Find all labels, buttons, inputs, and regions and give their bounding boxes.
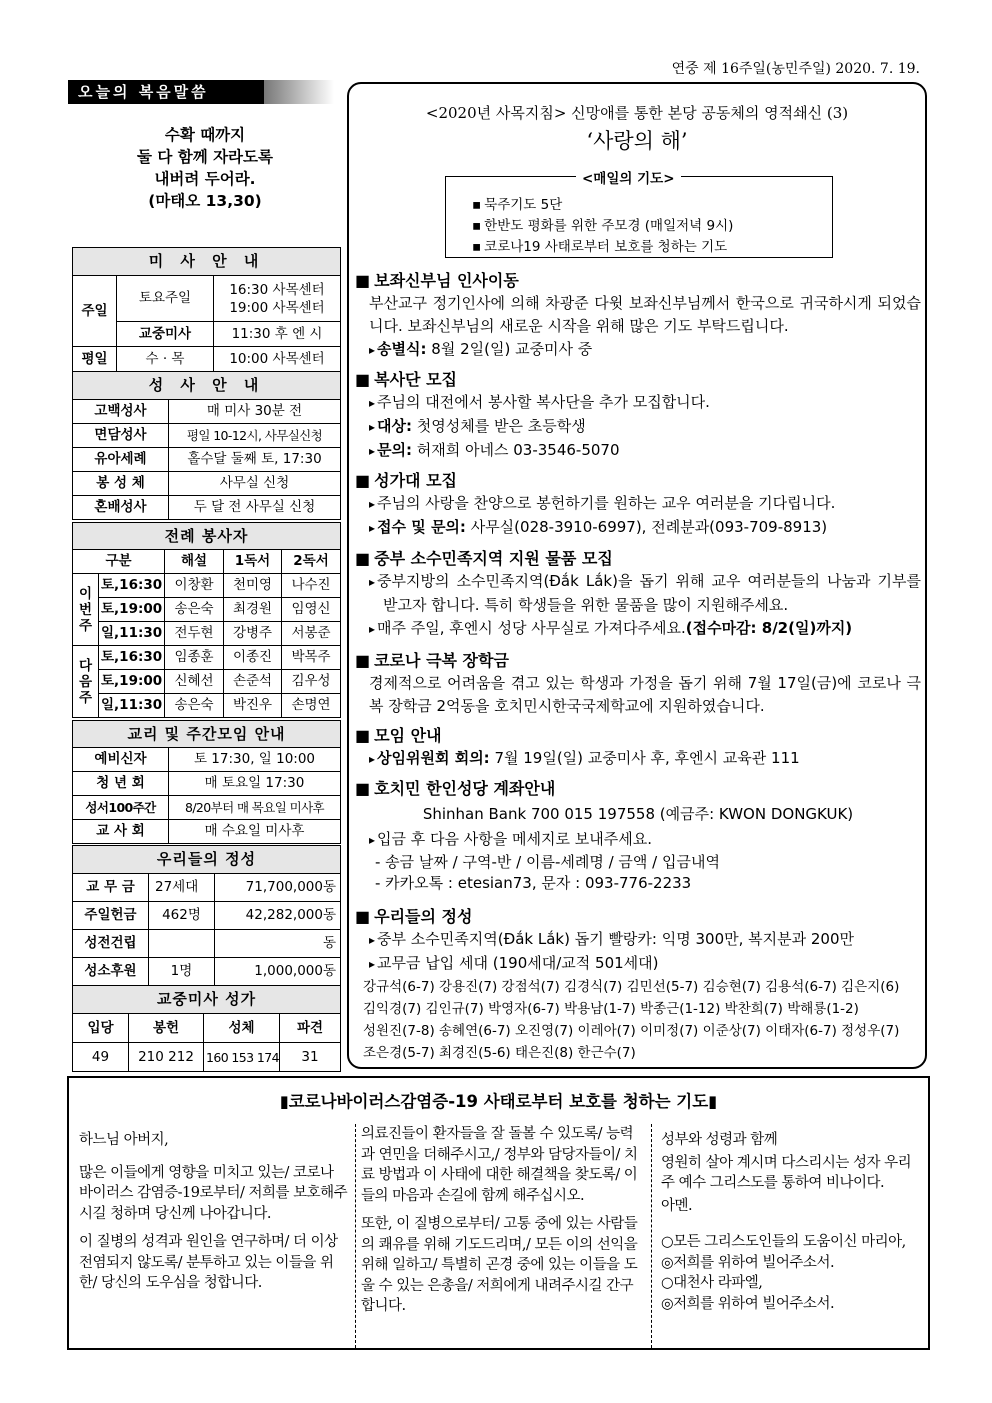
sacraments-title: 성 사 안 내: [73, 372, 341, 400]
slot-time: 일,11:30: [99, 694, 165, 718]
prayer-column-3: [661, 1124, 923, 1348]
offering-amount: 동: [215, 930, 341, 958]
prayer-paragraph: 의료진들이 환자들을 잘 돌볼 수 있도록/ 능력과 연민을 더해주시고,/ 정부와 담당자들이/ 치료 방법과 이 사태에 대한 해결책을 찾도록/ 이들의 마음과 손길에 함께 해주십시오.: [361, 1126, 638, 1204]
meeting-value: 8/20부터 매 목요일 미사후: [169, 796, 341, 820]
daily-prayer-label: <매일의 기도>: [576, 167, 681, 187]
saturday-sunday-label: 토요주일: [117, 276, 214, 322]
hymn-header: 파견: [280, 1014, 341, 1043]
this-week-label: 이번주: [73, 574, 99, 646]
announcements-box: [347, 82, 927, 1069]
daily-prayer-item: ▪ 한반도 평화를 위한 주모경 (매일저녁 9시): [472, 216, 733, 237]
litany-line: ◎저희를 위하여 빌어주소서.: [661, 1254, 835, 1271]
bulletin-date: 연중 제 16주일(농민주일) 2020. 7. 19.: [671, 61, 920, 77]
sacrament-name: 유아세례: [73, 448, 169, 472]
section-account: [355, 778, 921, 894]
apply-line: [355, 516, 921, 540]
covid-prayer-box: [67, 1076, 930, 1350]
sacrament-value: 홀수달 둘째 토, 17:30: [169, 448, 341, 472]
section-ethnic-support: [355, 548, 921, 641]
litany-line: ○모든 그리스도인들의 도움이신 마리아,: [661, 1234, 906, 1250]
daily-prayer-item: ▪ 코로나19 사태로부터 보호를 청하는 기도: [472, 237, 733, 258]
section-priest-transfer: [355, 270, 921, 362]
offering-title: 우리들의 정성: [73, 846, 341, 874]
gospel-verse: [70, 124, 340, 212]
offering-amount: 42,282,000동: [215, 902, 341, 930]
sacrament-name: 혼배성사: [73, 496, 169, 520]
section-line: ▸ 주님의 사랑을 찬양으로 봉헌하기를 원하는 교우 여러분을 기다립니다.: [355, 492, 921, 516]
server-name: 박진우: [224, 694, 282, 718]
offering-amount: 1,000,000동: [215, 958, 341, 986]
weekday-time: 10:00 사목센터: [214, 347, 341, 372]
section-body: 부산교구 정기인사에 의해 차광준 다윗 보좌신부님께서 한국으로 귀국하시게 되었습니다. 보좌신부님의 새로운 시작을 위해 많은 기도 부탁드립니다.: [369, 294, 921, 335]
section-line: ▸ 입금 후 다음 사항을 메세지로 보내주세요.: [355, 828, 921, 852]
target-line: [355, 415, 921, 439]
meeting-name: 청 년 회: [73, 772, 169, 796]
section-body: 경제적으로 어려움을 겪고 있는 학생과 가정을 돕기 위해 7월 17일(금)에 코로나 극복 장학금 2억동을 호치민시한국국제학교에 지원하였습니다.: [369, 674, 921, 715]
gospel-line: 내버려 두어라.: [154, 170, 256, 188]
offering-table: [72, 845, 341, 986]
liturgy-servers-table: [72, 522, 341, 718]
meeting-value: 토 17:30, 일 10:00: [169, 748, 341, 772]
prayer-column-2: [361, 1124, 645, 1348]
section-line: - 카카오톡 : etesian73, 문자 : 093-776-2233: [375, 874, 692, 892]
gospel-header-label: 오늘의 복음말씀: [78, 83, 209, 101]
section-title: ■ 모임 안내: [355, 725, 921, 747]
donor-names: 조은경(5-7) 최경진(5-6) 태은진(8) 한근수(7): [363, 1045, 636, 1061]
meeting-label: 상임위원회 회의:: [377, 749, 490, 767]
server-name: 임영신: [282, 598, 341, 622]
prayer-paragraph: 하느님 아버지,: [79, 1132, 169, 1148]
section-line: - 송금 날짜 / 구역-반 / 이름-세례명 / 금액 / 입금내역: [375, 853, 720, 871]
server-name: 서봉준: [282, 622, 341, 646]
hymn-number: 49: [73, 1043, 129, 1072]
prayer-paragraph: 영원히 살아 계시며 다스리시는 성자 우리 주 예수 그리스도를 통하여 비나이다.: [661, 1154, 912, 1191]
server-name: 김우성: [282, 670, 341, 694]
sacraments-table: [72, 371, 341, 520]
year-theme: ‘사랑의 해’: [586, 129, 688, 153]
sacrament-value: 두 달 전 사무실 신청: [169, 496, 341, 520]
saturday-times: [214, 276, 341, 322]
offering-count: 1명: [149, 958, 215, 986]
apply-text: 사무실(028-3910-6997), 전례분과(093-709-8913): [465, 518, 828, 536]
gospel-header: [68, 80, 264, 104]
donor-names: 성원진(7-8) 송혜연(6-7) 오진영(7) 이레아(7) 이미정(7) 이준상(7) 이태자(6-7) 정성우(7): [363, 1023, 900, 1039]
next-week-label: 다음주: [73, 646, 99, 718]
slot-time: 토,19:00: [99, 670, 165, 694]
hymns-table: [72, 985, 341, 1072]
mass-title: 미 사 안 내: [73, 248, 341, 276]
server-name: 강병주: [224, 622, 282, 646]
hymn-number: 160 153 174: [204, 1043, 280, 1072]
offering-name: 주일헌금: [73, 902, 149, 930]
sacrament-value: 평일 10-12시, 사무실신청: [169, 424, 341, 448]
section-title: ■ 중부 소수민족지역 지원 물품 모집: [355, 548, 921, 570]
section-title: ■ 코로나 극복 장학금: [355, 650, 921, 672]
col-header: 2독서: [282, 550, 341, 574]
farewell-text: 8월 2일(일) 교중미사 중: [426, 340, 593, 358]
sacrament-name: 봉 성 체: [73, 472, 169, 496]
sacrament-name: 면담성사: [73, 424, 169, 448]
offering-name: 교 무 금: [73, 874, 149, 902]
donor-names: 강규석(6-7) 강용진(7) 강점석(7) 김경식(7) 김민선(5-7) 김승현(7) 김용석(6-7) 김은지(6): [363, 979, 900, 995]
column-divider: [651, 1124, 652, 1348]
prayer-paragraph: 많은 이들에게 영향을 미치고 있는/ 코로나 바이러스 감염증-19로부터/ 저희를 보호해주시길 청하며 당신께 나아갑니다.: [79, 1164, 348, 1222]
daily-prayer-box: [445, 171, 833, 258]
target-text: 첫영성체를 받은 초등학생: [412, 417, 586, 435]
litany-line: ○대천사 라파엘,: [661, 1275, 763, 1291]
section-title: ■ 성가대 모집: [355, 470, 921, 492]
section-choir: [355, 470, 921, 540]
section-line: ▸ 주님의 대전에서 봉사할 복사단을 추가 모집합니다.: [355, 391, 921, 415]
slot-time: 토,16:30: [99, 574, 165, 598]
meeting-value: 매 수요일 미사후: [169, 820, 341, 844]
section-altar-servers: [355, 369, 921, 463]
offering-name: 성소후원: [73, 958, 149, 986]
offering-name: 성전건립: [73, 930, 149, 958]
dropoff-line: [355, 617, 921, 641]
contact-line: [355, 439, 921, 463]
hymn-header: 봉헌: [129, 1014, 204, 1043]
donor-names: 김익경(7) 김인규(7) 박영자(6-7) 박용남(1-7) 박종근(1-12) 박찬희(7) 박해룡(1-2): [363, 1001, 859, 1017]
dropoff-text: 매주 주일, 후엔시 성당 사무실로 가져다주세요.: [377, 619, 686, 637]
col-header: 1독서: [224, 550, 282, 574]
meeting-name: 교 사 회: [73, 820, 169, 844]
mass-schedule-table: [72, 247, 341, 372]
section-title: ■ 보좌신부님 인사이동: [355, 270, 921, 292]
hymn-header: 입당: [73, 1014, 129, 1043]
slot-time: 토,16:30: [99, 646, 165, 670]
prayer-column-1: [79, 1124, 351, 1348]
section-title: ■ 호치민 한인성당 계좌안내: [355, 778, 921, 800]
hymn-header: 성체: [204, 1014, 280, 1043]
server-name: 신혜선: [165, 670, 224, 694]
gospel-line: 둘 다 함께 자라도록: [137, 148, 273, 166]
covid-prayer-title: ▮코로나바이러스감염증-19 사태로부터 보호를 청하는 기도▮: [279, 1092, 718, 1111]
server-name: 전두현: [165, 622, 224, 646]
weekday-label: 평일: [73, 347, 117, 372]
contact-label: 문의:: [377, 441, 413, 459]
gospel-line: 수확 때까지: [164, 126, 246, 144]
prayer-paragraph: 성부와 성령과 함께: [661, 1132, 778, 1148]
server-name: 송은숙: [165, 598, 224, 622]
server-name: 박목주: [282, 646, 341, 670]
section-scholarship: [355, 650, 921, 718]
daily-prayer-list: [472, 195, 733, 258]
sacrament-value: 사무실 신청: [169, 472, 341, 496]
offering-count: 27세대: [149, 874, 215, 902]
meeting-name: 예비신자: [73, 748, 169, 772]
offering-count: 462명: [149, 902, 215, 930]
gospel-reference: (마태오 13,30): [148, 192, 262, 210]
col-header: 구분: [73, 550, 165, 574]
section-offerings: [355, 906, 921, 1064]
litany-line: ◎저희를 위하여 빌어주소서.: [661, 1295, 835, 1312]
meetings-title: 교리 및 주간모임 안내: [73, 721, 341, 748]
target-label: 대상:: [377, 417, 413, 435]
server-name: 이종진: [224, 646, 282, 670]
liturgy-title: 전례 봉사자: [73, 523, 341, 550]
slot-time: 일,11:30: [99, 622, 165, 646]
parish-mass-label: 교중미사: [117, 322, 214, 347]
section-meeting: [355, 725, 921, 771]
prayer-paragraph: 이 질병의 성격과 원인을 연구하며/ 더 이상 전염되지 않도록/ 분투하고 있는 이들을 위한/ 당신의 도우심을 청합니다.: [79, 1234, 338, 1291]
account-number: Shinhan Bank 700 015 197558 (예금주: KWON DONGKUK): [422, 805, 854, 823]
meeting-line: [355, 747, 921, 771]
farewell-label: 송별식:: [377, 340, 427, 358]
deadline: (접수마감: 8/2(일)까지): [685, 619, 853, 637]
section-title: ■ 복사단 모집: [355, 369, 921, 391]
server-name: 손명연: [282, 694, 341, 718]
section-line: ▸ 중부지방의 소수민족지역(Đắk Lắk)을 돕기 위해 교우 여러분들의 나눔과 기부를 받고자 합니다. 특히 학생들을 위한 물품을 많이 지원해주세요.: [355, 570, 921, 617]
server-name: 나수진: [282, 574, 341, 598]
daily-prayer-item: ▪ 묵주기도 5단: [472, 195, 733, 216]
meeting-name: 성서100주간: [73, 796, 169, 820]
hymns-title: 교중미사 성가: [73, 986, 341, 1014]
col-header: 해설: [165, 550, 224, 574]
server-name: 이창환: [165, 574, 224, 598]
farewell-line: [355, 338, 921, 362]
server-name: 임종훈: [165, 646, 224, 670]
offering-amount: 71,700,000동: [215, 874, 341, 902]
prayer-paragraph: 또한, 이 질병으로부터/ 고통 중에 있는 사람들의 쾌유를 위해 기도드리며,/ 모든 이의 선익을 위해 일하고/ 특별히 곤경 중에 있는 이들을 도울 수 있는 은총을/ 저희에게 내려주시길 간구합니다.: [361, 1216, 638, 1314]
header-shade: [264, 80, 334, 104]
time-line: 16:30 사목센터: [229, 281, 325, 298]
hymn-number: 210 212: [129, 1043, 204, 1072]
section-title: ■ 우리들의 정성: [355, 906, 921, 928]
sacrament-value: 매 미사 30분 전: [169, 400, 341, 424]
section-line: ▸ 중부 소수민족지역(Đắk Lắk) 돕기 빨랑카: 익명 300만, 복지분과 200만: [355, 928, 921, 952]
server-name: 최경원: [224, 598, 282, 622]
sacrament-name: 고백성사: [73, 400, 169, 424]
time-line: 19:00 사목센터: [229, 299, 325, 316]
weekday-days: 수 · 목: [117, 347, 214, 372]
section-line: ▸ 교무금 납입 세대 (190세대/교적 501세대): [355, 952, 921, 976]
server-name: 천미영: [224, 574, 282, 598]
prayer-paragraph: 아멘.: [661, 1197, 693, 1214]
server-name: 손준석: [224, 670, 282, 694]
meetings-table: [72, 720, 341, 844]
server-name: 송은숙: [165, 694, 224, 718]
meeting-value: 매 토요일 17:30: [169, 772, 341, 796]
apply-label: 접수 및 문의:: [377, 518, 466, 536]
pastoral-guideline-title: <2020년 사목지침> 신망애를 통한 본당 공동체의 영적쇄신 (3): [425, 104, 849, 122]
offering-count: [149, 930, 215, 958]
hymn-number: 31: [280, 1043, 341, 1072]
meeting-text: 7월 19일(일) 교중미사 후, 후엔시 교육관 111: [489, 749, 800, 767]
parish-mass-time: 11:30 후 엔 시: [214, 322, 341, 347]
slot-time: 토,19:00: [99, 598, 165, 622]
contact-text: 허재희 아네스 03-3546-5070: [412, 441, 620, 459]
sunday-label: 주일: [73, 276, 117, 347]
column-divider: [355, 1124, 356, 1348]
